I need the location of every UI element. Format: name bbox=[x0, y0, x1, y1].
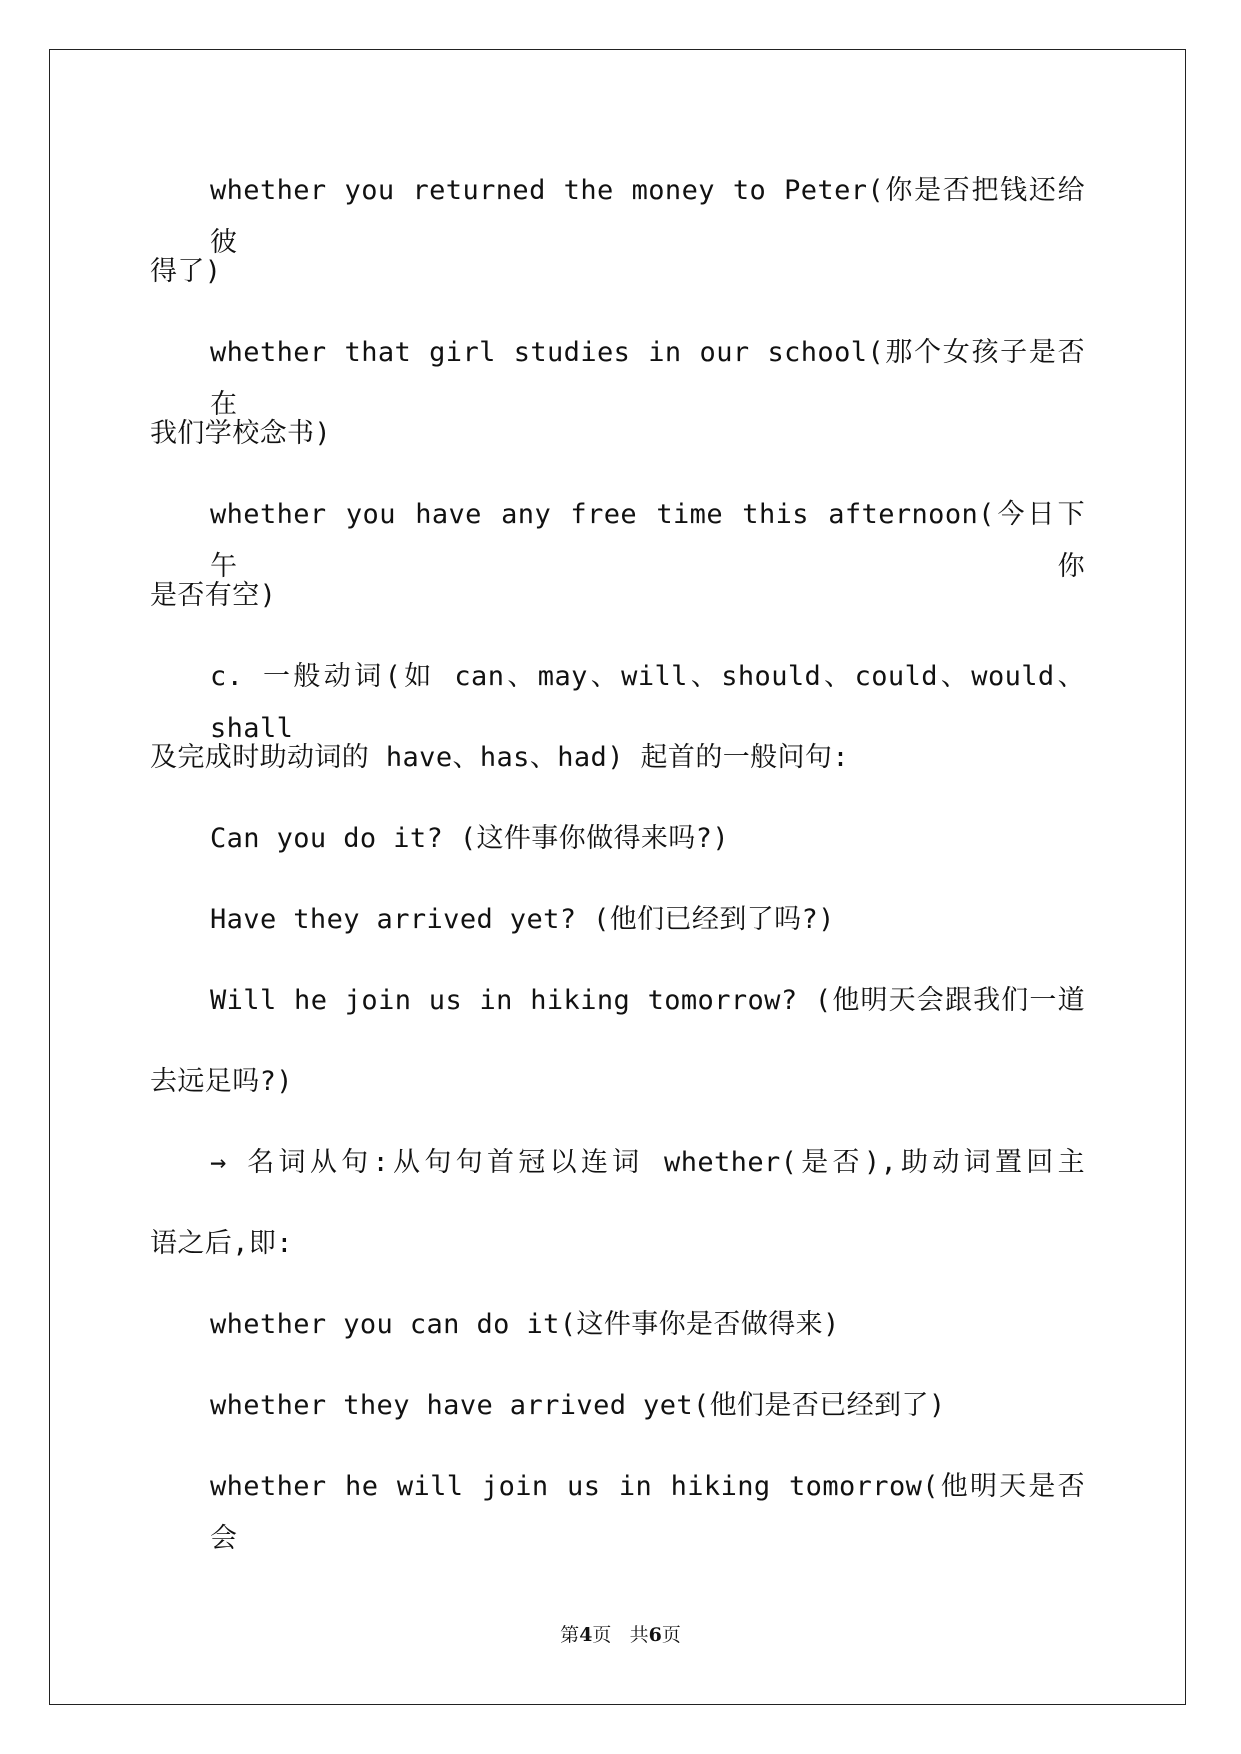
text-line: 及完成时助动词的 have、has、had) 起首的一般问句: bbox=[150, 742, 849, 773]
text-line: whether that girl studies in our school(那个女孩子是否在 bbox=[210, 337, 1085, 420]
text-line: whether he will join us in hiking tomorrow(他明天是否会 bbox=[210, 1471, 1085, 1554]
page-footer bbox=[0, 1620, 1241, 1647]
text-line: c. 一般动词(如 can、may、will、should、could、would、shall bbox=[210, 661, 1085, 744]
footer-page-number: 4 bbox=[579, 1624, 593, 1646]
document-body bbox=[150, 165, 1085, 1554]
text-line: 去远足吗?) bbox=[150, 1066, 293, 1097]
text-line: whether they have arrived yet(他们是否已经到了) bbox=[210, 1390, 946, 1421]
text-line: Have they arrived yet? (他们已经到了吗?) bbox=[210, 904, 835, 935]
text-line: Will he join us in hiking tomorrow? (他明天会跟我们一道 bbox=[210, 985, 1085, 1016]
footer-total-prefix: 共 bbox=[629, 1624, 649, 1646]
text-line: 我们学校念书) bbox=[150, 418, 332, 449]
text-line: 是否有空) bbox=[150, 580, 277, 611]
text-line: whether you have any free time this afternoon(今日下午你 bbox=[210, 499, 1085, 582]
footer-page-suffix: 页 bbox=[592, 1624, 612, 1646]
text-line: whether you returned the money to Peter(你是否把钱还给彼 bbox=[210, 175, 1085, 258]
footer-total-pages: 6 bbox=[648, 1624, 662, 1646]
text-line: Can you do it? (这件事你做得来吗?) bbox=[210, 823, 729, 854]
text-line: 得了) bbox=[150, 256, 222, 287]
footer-total-suffix: 页 bbox=[661, 1624, 681, 1646]
footer-prefix: 第 bbox=[560, 1624, 580, 1646]
text-line: → 名词从句:从句句首冠以连词 whether(是否),助动词置回主 bbox=[210, 1147, 1085, 1178]
text-line: whether you can do it(这件事你是否做得来) bbox=[210, 1309, 840, 1340]
text-line: 语之后,即: bbox=[150, 1228, 293, 1259]
